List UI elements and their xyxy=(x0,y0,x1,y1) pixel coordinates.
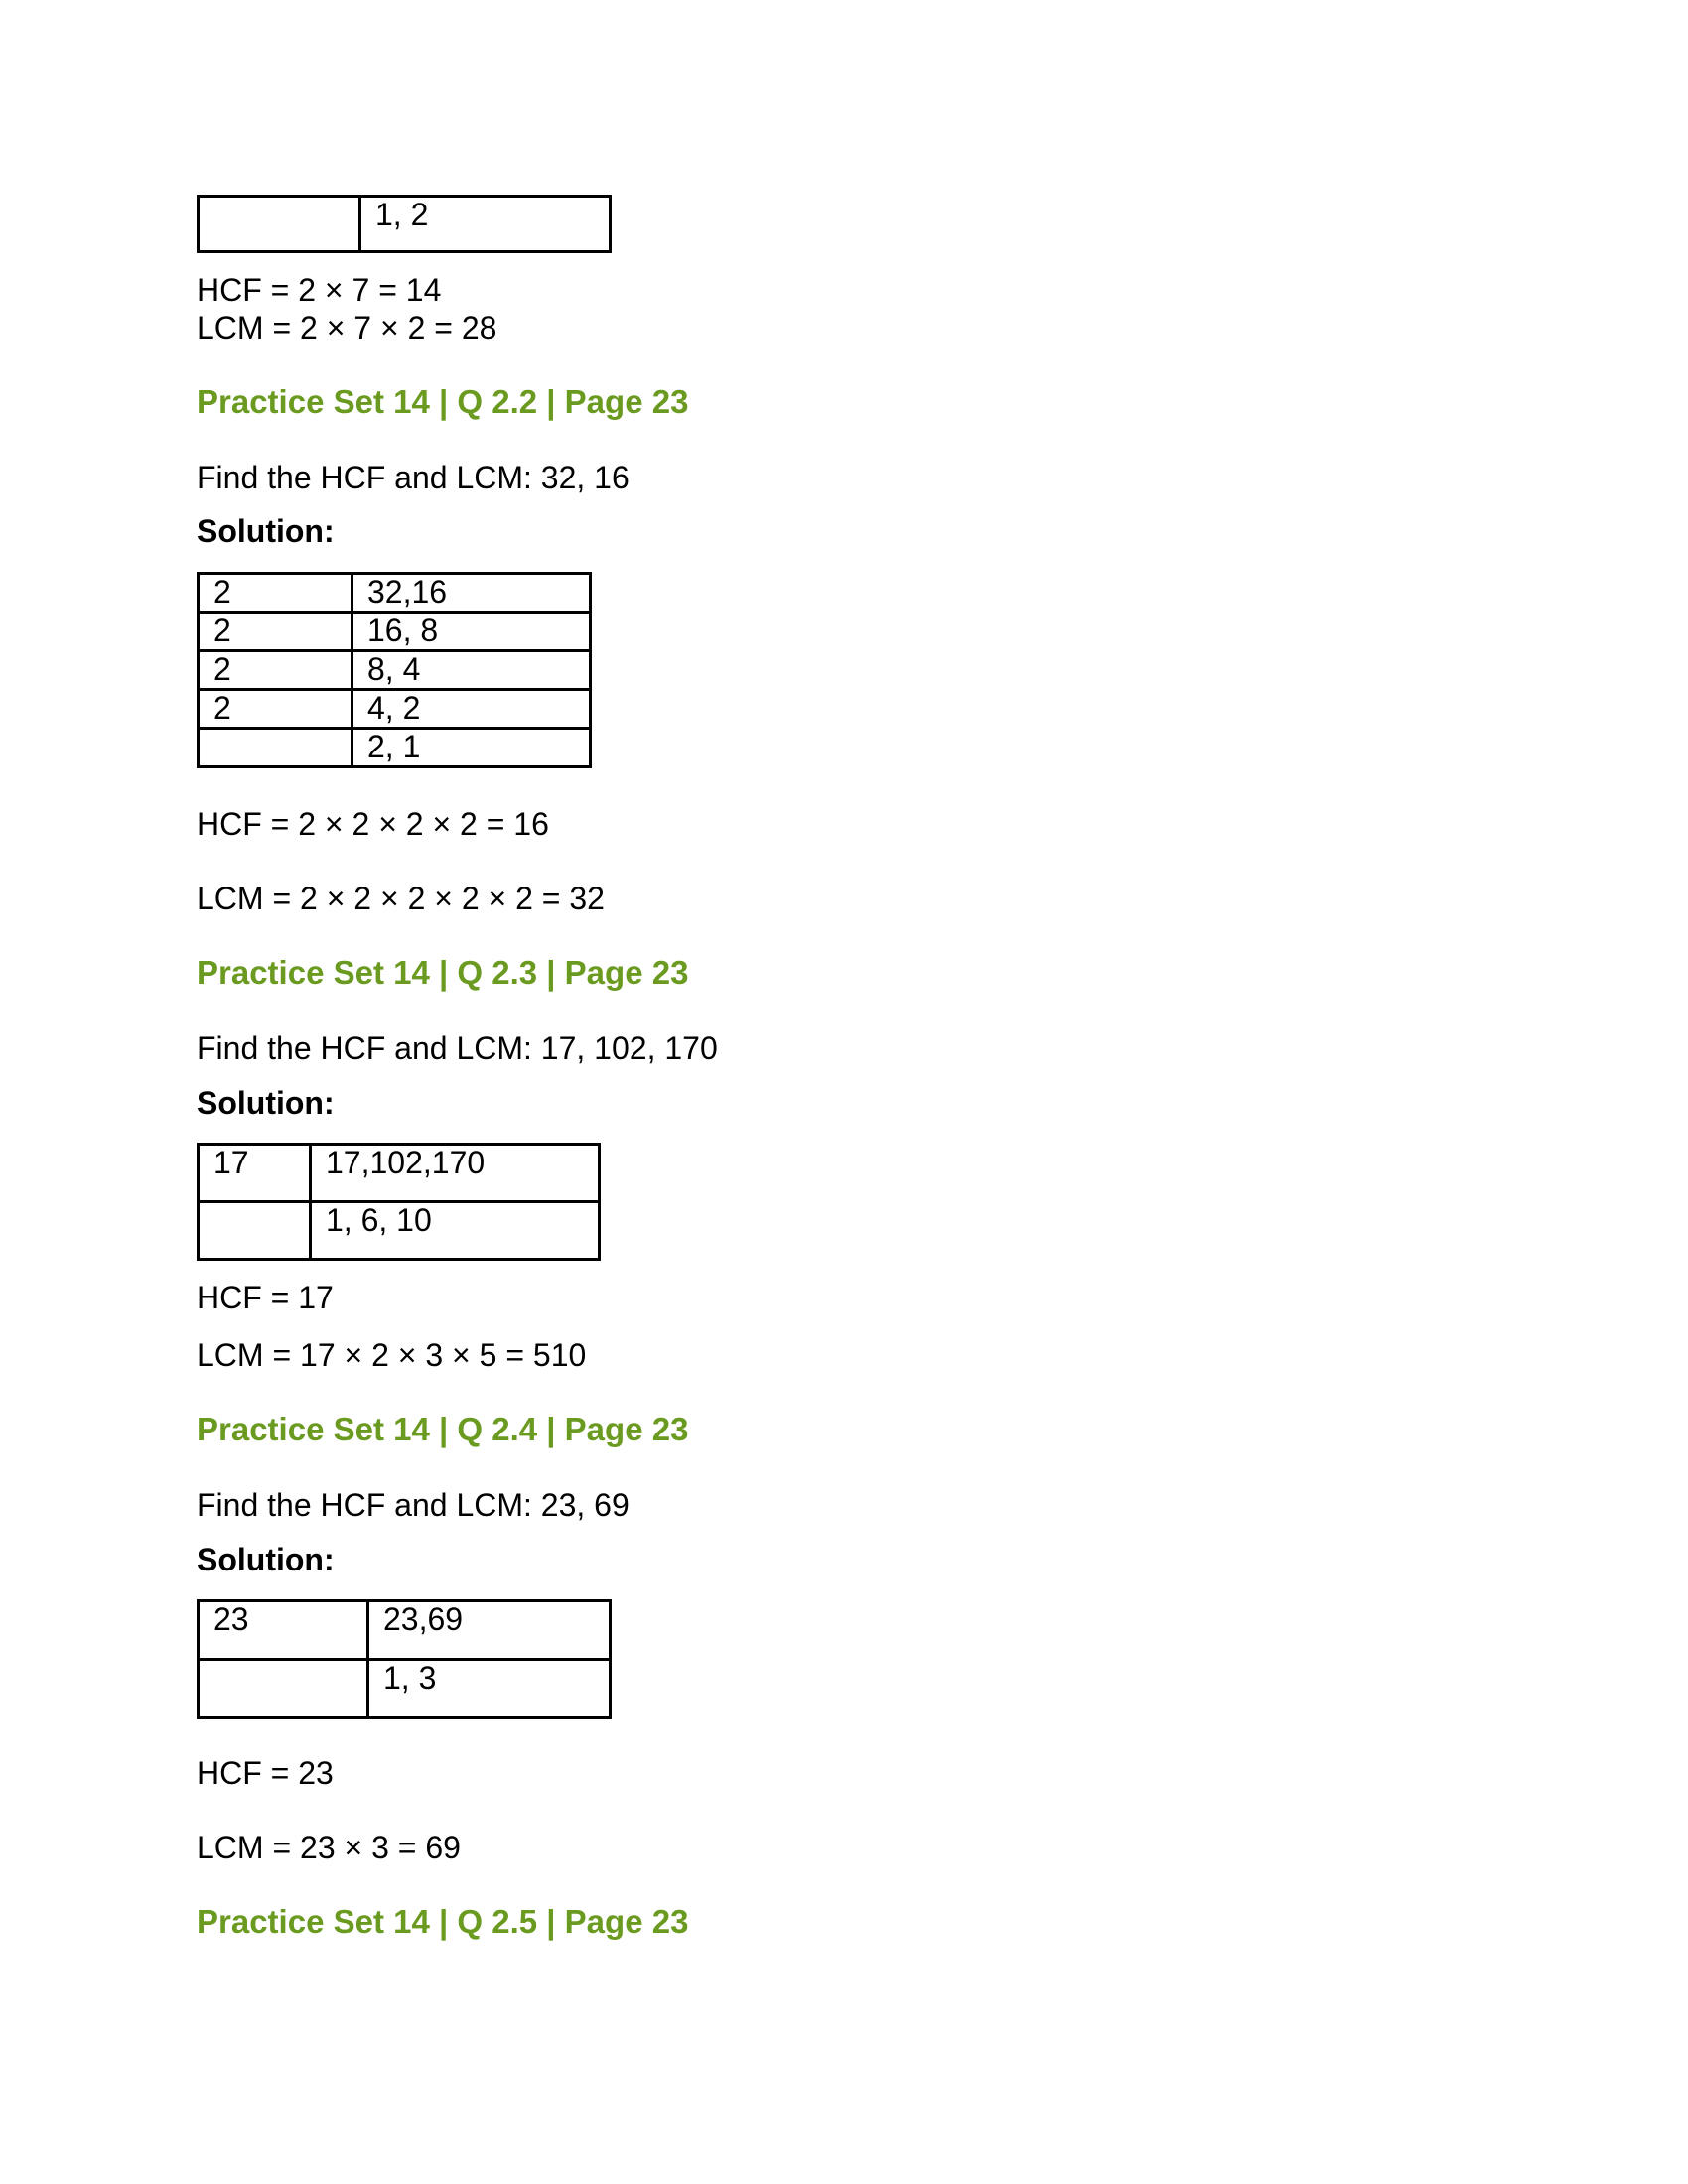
solution-label: Solution: xyxy=(197,1085,335,1121)
divisor-cell: 17 xyxy=(199,1145,311,1202)
divisor-cell xyxy=(199,197,360,252)
divisor-cell: 2 xyxy=(199,690,352,729)
table-row xyxy=(199,1145,600,1202)
table-row xyxy=(199,690,591,729)
hcf-result: HCF = 23 xyxy=(197,1755,334,1791)
lcm-result: LCM = 23 × 3 = 69 xyxy=(197,1830,461,1865)
lcm-result: LCM = 2 × 2 × 2 × 2 × 2 = 32 xyxy=(197,881,605,916)
divisor-cell: 2 xyxy=(199,574,352,613)
table-row xyxy=(199,1601,611,1660)
hcf-result: HCF = 2 × 2 × 2 × 2 = 16 xyxy=(197,806,549,842)
quotient-cell: 2, 1 xyxy=(352,729,591,767)
question-text: Find the HCF and LCM: 17, 102, 170 xyxy=(197,1030,718,1066)
quotient-cell: 1, 2 xyxy=(360,197,611,252)
table-row xyxy=(199,729,591,767)
solution-label: Solution: xyxy=(197,513,335,549)
hcf-result: HCF = 17 xyxy=(197,1280,334,1315)
divisor-cell: 2 xyxy=(199,613,352,651)
lcm-result: LCM = 2 × 7 × 2 = 28 xyxy=(197,310,497,345)
quotient-cell: 23,69 xyxy=(368,1601,611,1660)
division-table xyxy=(197,1143,601,1261)
table-row xyxy=(199,574,591,613)
table-row xyxy=(199,197,611,252)
quotient-cell: 32,16 xyxy=(352,574,591,613)
division-table xyxy=(197,195,612,253)
divisor-cell xyxy=(199,1660,368,1718)
lcm-result: LCM = 17 × 2 × 3 × 5 = 510 xyxy=(197,1337,587,1373)
divisor-cell: 23 xyxy=(199,1601,368,1660)
divisor-cell xyxy=(199,1202,311,1260)
table-row xyxy=(199,1202,600,1260)
table-row xyxy=(199,1660,611,1718)
question-text: Find the HCF and LCM: 32, 16 xyxy=(197,460,630,495)
question-heading: Practice Set 14 | Q 2.3 | Page 23 xyxy=(197,954,689,991)
divisor-cell: 2 xyxy=(199,651,352,690)
division-table xyxy=(197,1599,612,1719)
quotient-cell: 8, 4 xyxy=(352,651,591,690)
quotient-cell: 16, 8 xyxy=(352,613,591,651)
quotient-cell: 4, 2 xyxy=(352,690,591,729)
hcf-result: HCF = 2 × 7 = 14 xyxy=(197,272,442,308)
table-row xyxy=(199,651,591,690)
divisor-cell xyxy=(199,729,352,767)
quotient-cell: 1, 6, 10 xyxy=(311,1202,600,1260)
table-row xyxy=(199,613,591,651)
quotient-cell: 1, 3 xyxy=(368,1660,611,1718)
quotient-cell: 17,102,170 xyxy=(311,1145,600,1202)
solution-label: Solution: xyxy=(197,1542,335,1577)
question-heading: Practice Set 14 | Q 2.2 | Page 23 xyxy=(197,383,689,420)
division-table xyxy=(197,572,592,768)
question-heading: Practice Set 14 | Q 2.5 | Page 23 xyxy=(197,1903,689,1940)
question-heading: Practice Set 14 | Q 2.4 | Page 23 xyxy=(197,1411,689,1447)
question-text: Find the HCF and LCM: 23, 69 xyxy=(197,1487,630,1523)
